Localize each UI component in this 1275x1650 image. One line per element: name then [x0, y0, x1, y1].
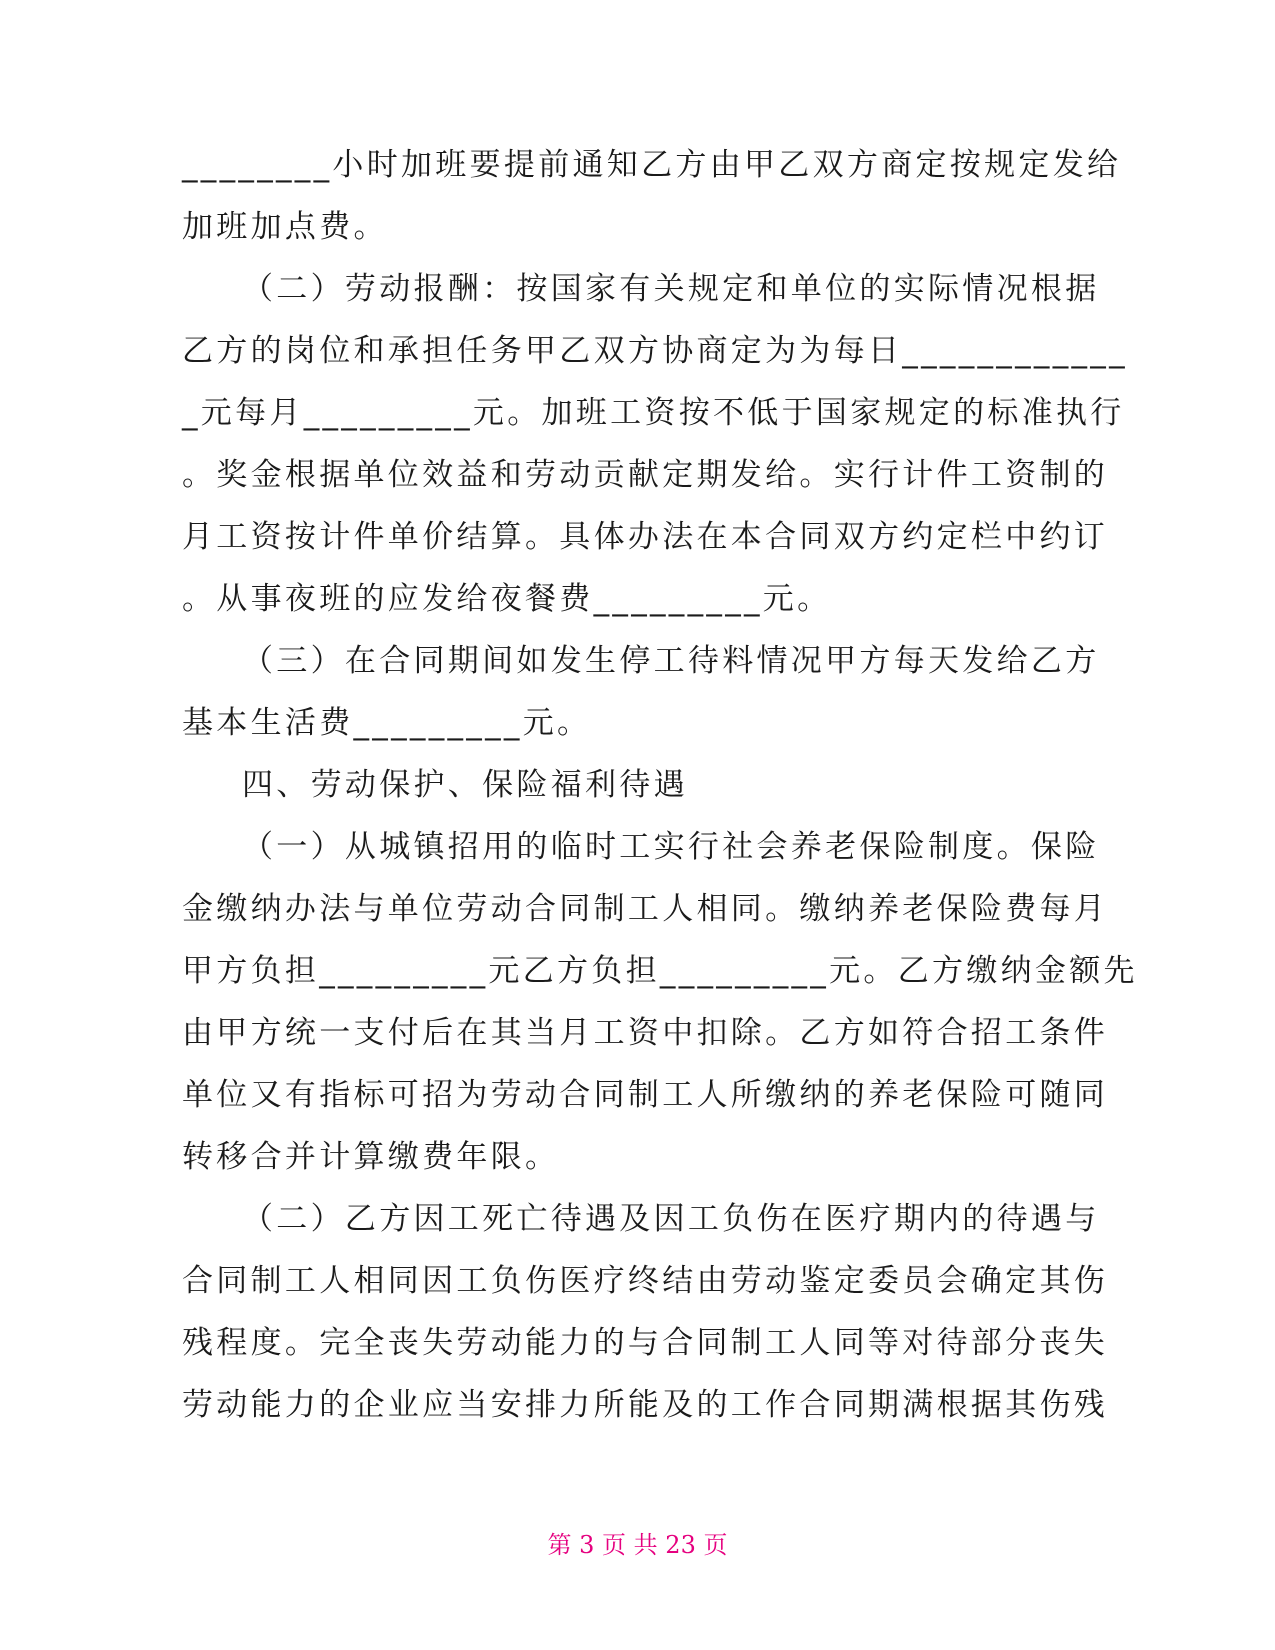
section-heading: 四、劳动保护、保险福利待遇	[242, 767, 688, 803]
text-line: 残程度。完全丧失劳动能力的与合同制工人同等对待部分丧失	[182, 1325, 1109, 1361]
text-line: 由甲方统一支付后在其当月工资中扣除。乙方如符合招工条件	[182, 1015, 1109, 1051]
text-line: ________小时加班要提前通知乙方由甲乙双方商定按规定发给	[182, 147, 1122, 183]
page-number-footer: 第 3 页 共 23 页	[547, 1531, 728, 1559]
text-line: （二）乙方因工死亡待遇及因工负伤在医疗期内的待遇与	[242, 1201, 1100, 1237]
text-line: 月工资按计件单价结算。具体办法在本合同双方约定栏中约订	[182, 519, 1109, 555]
text-line: （二）劳动报酬：按国家有关规定和单位的实际情况根据	[242, 271, 1100, 307]
text-line: 。从事夜班的应发给夜餐费_________元。	[182, 581, 832, 617]
text-line: 甲方负担_________元乙方负担_________元。乙方缴纳金额先	[182, 953, 1138, 989]
text-line: 合同制工人相同因工负伤医疗终结由劳动鉴定委员会确定其伤	[182, 1263, 1109, 1299]
text-line: 劳动能力的企业应当安排力所能及的工作合同期满根据其伤残	[182, 1387, 1109, 1423]
text-line: 。奖金根据单位效益和劳动贡献定期发给。实行计件工资制的	[182, 457, 1109, 493]
text-line: 乙方的岗位和承担任务甲乙双方协商定为为每日____________	[182, 333, 1128, 369]
text-line: （一）从城镇招用的临时工实行社会养老保险制度。保险	[242, 829, 1100, 865]
text-line: 基本生活费_________元。	[182, 705, 592, 741]
text-line: 加班加点费。	[182, 209, 388, 245]
text-line: 单位又有指标可招为劳动合同制工人所缴纳的养老保险可随同	[182, 1077, 1109, 1113]
text-line: _元每月_________元。加班工资按不低于国家规定的标准执行	[182, 395, 1125, 431]
text-line: 金缴纳办法与单位劳动合同制工人相同。缴纳养老保险费每月	[182, 891, 1109, 927]
text-line: 转移合并计算缴费年限。	[182, 1139, 560, 1175]
text-line: （三）在合同期间如发生停工待料情况甲方每天发给乙方	[242, 643, 1100, 679]
